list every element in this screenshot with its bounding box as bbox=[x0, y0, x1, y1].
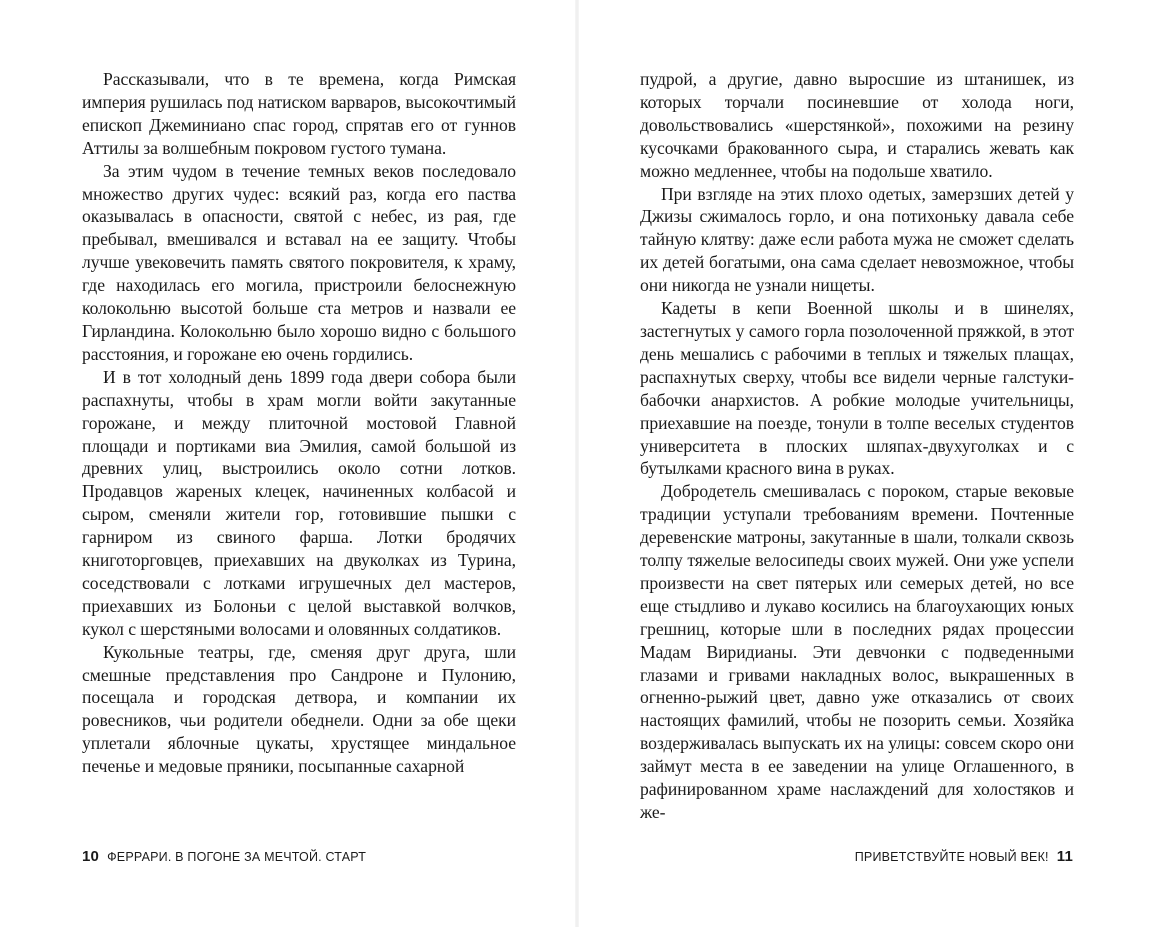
paragraph: За этим чудом в течение темных веков последовало множество других чудес: всякий раз, когда его паства оказывалась в опасности, святой с небес, из рая, где пребывал, вмешивался и вставал на ее защиту. Чтобы лучше увековечить память святого покровителя, к храму, где находилась его могила, пристроили белоснежную колокольню высотой больше ста метров и назвали ее Гирландина. Колокольню было хорошо видно с большого расстояния, и горожане ею очень гордились. bbox=[82, 160, 516, 364]
book-gutter bbox=[575, 0, 579, 927]
paragraph: При взгляде на этих плохо одетых, замерзших детей у Джизы сжималось горло, и она потихоньку давала себе тайную клятву: даже если работа мужа не сможет сделать их детей богатыми, она сама сделает невозможное, чтобы они никогда не узнали нищеты. bbox=[640, 183, 1074, 296]
paragraph: И в тот холодный день 1899 года двери собора были распахнуты, чтобы в храм могли войти закутанные горожане, и между плиточной мостовой Главной площади и портиками виа Эмилия, самой большой из древних улиц, выстроились около сотни лотков. Продавцов жареных клецек, начиненных колбасой и сыром, сменяли жители гор, готовившие пышки с гарниром из свиного фарша. Лотки бродячих книготорговцев, приехавших на двуколках из Турина, соседствовали с лотками игрушечных дел мастеров, приехавших из Болоньи с целой выставкой волчков, кукол с шерстяными волосами и оловянных солдатиков. bbox=[82, 366, 516, 639]
left-page-footer bbox=[82, 848, 366, 865]
paragraph-continued: пудрой, а другие, давно выросшие из штанишек, из которых торчали посиневшие от холода ноги, довольствовались «шерстянкой», похожими на резину кусочками бракованного сыра, и старались жевать как можно медленнее, чтобы на подольше хватило. bbox=[640, 69, 1074, 181]
paragraph: Добродетель смешивалась с пороком, старые вековые традиции уступали требованиям времени. Почтенные деревенские матроны, закутанные в шали, толкали сквозь толпу тяжелые велосипеды своих мужей. Они уже успели произвести на свет пятерых или семерых детей, но все еще стыдливо и лукаво косились на благоухающих юных грешниц, которые шли в последних рядах процессии Мадам Виридианы. Эти девчонки с подведенными глазами и гривами накладных волос, выкрашенных в огненно-рыжий цвет, давно уже отказались от своих настоящих фамилий, чтобы не позорить семьи. Хозяйка воздерживалась выпускать их на улицы: совсем скоро они займут места в ее заведении на улице Оглашенного, в рафинированном храме наслаждений для холостяков и же- bbox=[640, 481, 1074, 822]
right-page bbox=[640, 68, 1074, 824]
paragraph: Кукольные театры, где, сменяя друг друга, шли смешные представления про Сандроне и Пулонию, посещала и городская детвора, и компании их ровесников, чьи родители обеднели. Одни за обе щеки уплетали яблочные цукаты, хрустящее миндальное печенье и медовые пряники, посыпанные сахарной bbox=[82, 641, 516, 777]
page-number: 11 bbox=[1056, 848, 1073, 865]
page-number: 10 bbox=[82, 848, 100, 865]
running-head: ФЕРРАРИ. В ПОГОНЕ ЗА МЕЧТОЙ. СТАРТ bbox=[107, 850, 367, 864]
paragraph: Кадеты в кепи Военной школы и в шинелях, застегнутых у самого горла позолоченной пряжкой, в этот день мешались с рабочими в теплых и тяжелых плащах, распахнутых сверху, чтобы все видели черные галстуки-бабочки анархистов. А робкие молодые учительницы, приехавшие на поезде, тонули в толпе веселых студентов университета в плоских шляпах-двухуголках и с бутылками красного вина в руках. bbox=[640, 298, 1074, 479]
right-page-footer bbox=[855, 848, 1073, 865]
paragraph: Рассказывали, что в те времена, когда Римская империя рушилась под натиском варваров, высокочтимый епископ Джеминиано спас город, спрятав его от гуннов Аттилы за волшебным покровом густого тумана. bbox=[82, 69, 516, 158]
left-page bbox=[82, 68, 516, 778]
running-head: ПРИВЕТСТВУЙТЕ НОВЫЙ ВЕК! bbox=[854, 850, 1049, 864]
